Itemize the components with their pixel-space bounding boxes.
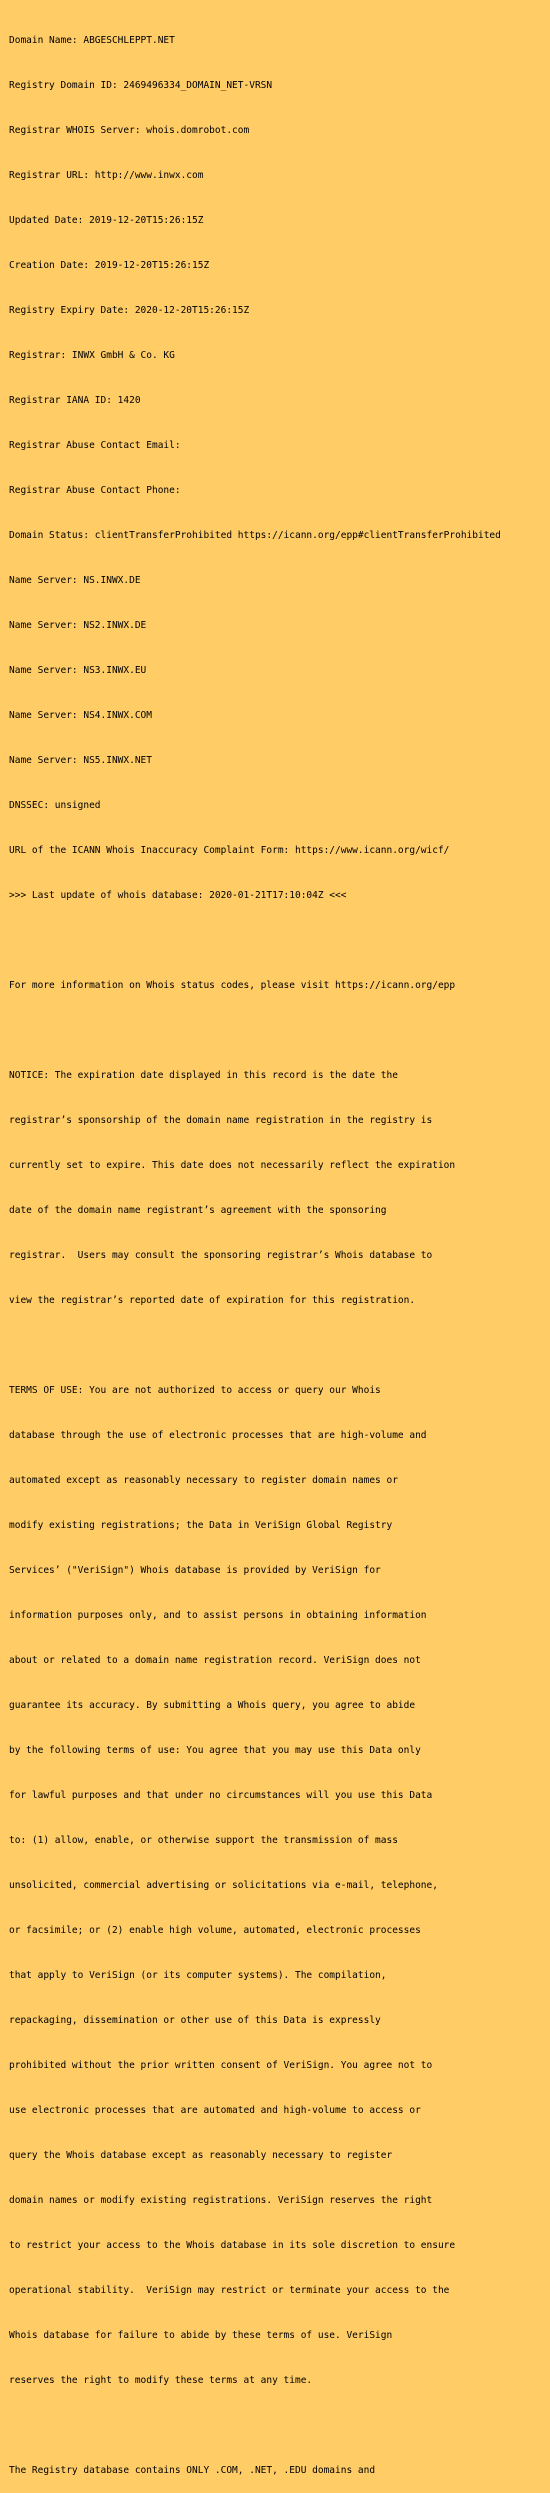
name-server-line: Name Server: NS.INWX.DE bbox=[9, 575, 141, 586]
registry-expiry-date-line: Registry Expiry Date: 2020-12-20T15:26:15Z bbox=[9, 305, 250, 316]
creation-date-line: Creation Date: 2019-12-20T15:26:15Z bbox=[9, 260, 210, 271]
status-codes-info-line: For more information on Whois status codes, please visit https://icann.org/epp bbox=[9, 980, 456, 991]
registrar-abuse-email-line: Registrar Abuse Contact Email: bbox=[9, 440, 181, 451]
updated-date-line: Updated Date: 2019-12-20T15:26:15Z bbox=[9, 215, 204, 226]
terms-of-use-line: Whois database for failure to abide by these terms of use. VeriSign bbox=[9, 2330, 393, 2341]
terms-of-use-line: use electronic processes that are automated and high-volume to access or bbox=[9, 2105, 421, 2116]
notice-paragraph-line: currently set to expire. This date does not necessarily reflect the expiration bbox=[9, 1160, 456, 1171]
terms-of-use-line: database through the use of electronic processes that are high-volume and bbox=[9, 1430, 427, 1441]
registrar-whois-server-line: Registrar WHOIS Server: whois.domrobot.com bbox=[9, 125, 250, 136]
terms-of-use-line: for lawful purposes and that under no circumstances will you use this Data bbox=[9, 1790, 433, 1801]
name-server-line: Name Server: NS4.INWX.COM bbox=[9, 710, 152, 721]
terms-of-use-line: or facsimile; or (2) enable high volume, automated, electronic processes bbox=[9, 1925, 421, 1936]
terms-of-use-line: that apply to VeriSign (or its computer systems). The compilation, bbox=[9, 1970, 387, 1981]
terms-of-use-line: repackaging, dissemination or other use of this Data is expressly bbox=[9, 2015, 381, 2026]
terms-of-use-line: reserves the right to modify these terms at any time. bbox=[9, 2375, 313, 2386]
notice-paragraph-line: view the registrar’s reported date of expiration for this registration. bbox=[9, 1295, 416, 1306]
terms-of-use-line: domain names or modify existing registrations. VeriSign reserves the right bbox=[9, 2195, 433, 2206]
icann-complaint-url-line: URL of the ICANN Whois Inaccuracy Complaint Form: https://www.icann.org/wicf/ bbox=[9, 845, 450, 856]
registry-database-line: The Registry database contains ONLY .COM, .NET, .EDU domains and bbox=[9, 2465, 376, 2476]
registrar-url-line: Registrar URL: http://www.inwx.com bbox=[9, 170, 204, 181]
notice-paragraph-line: registrar. Users may consult the sponsoring registrar’s Whois database to bbox=[9, 1250, 433, 1261]
terms-of-use-line: by the following terms of use: You agree that you may use this Data only bbox=[9, 1745, 421, 1756]
terms-of-use-line: automated except as reasonably necessary to register domain names or bbox=[9, 1475, 398, 1486]
terms-of-use-line: to: (1) allow, enable, or otherwise support the transmission of mass bbox=[9, 1835, 398, 1846]
terms-of-use-line: modify existing registrations; the Data in VeriSign Global Registry bbox=[9, 1520, 393, 1531]
terms-of-use-line: guarantee its accuracy. By submitting a Whois query, you agree to abide bbox=[9, 1700, 416, 1711]
domain-status-line: Domain Status: clientTransferProhibited https://icann.org/epp#clientTransferProhibited bbox=[9, 530, 501, 541]
terms-of-use-line: query the Whois database except as reasonably necessary to register bbox=[9, 2150, 393, 2161]
blank-line bbox=[9, 1023, 550, 1038]
name-server-line: Name Server: NS5.INWX.NET bbox=[9, 755, 152, 766]
terms-of-use-line: to restrict your access to the Whois database in its sole discretion to ensure bbox=[9, 2240, 456, 2251]
blank-line bbox=[9, 933, 550, 948]
notice-paragraph-line: NOTICE: The expiration date displayed in this record is the date the bbox=[9, 1070, 398, 1081]
registry-domain-id-line: Registry Domain ID: 2469496334_DOMAIN_NET-VRSN bbox=[9, 80, 273, 91]
notice-paragraph-line: date of the domain name registrant’s agreement with the sponsoring bbox=[9, 1205, 387, 1216]
name-server-line: Name Server: NS2.INWX.DE bbox=[9, 620, 147, 631]
notice-paragraph-line: registrar’s sponsorship of the domain name registration in the registry is bbox=[9, 1115, 433, 1126]
terms-of-use-line: operational stability. VeriSign may restrict or terminate your access to the bbox=[9, 2285, 450, 2296]
registrar-line: Registrar: INWX GmbH & Co. KG bbox=[9, 350, 175, 361]
terms-of-use-line: about or related to a domain name registration record. VeriSign does not bbox=[9, 1655, 421, 1666]
terms-of-use-line: information purposes only, and to assist persons in obtaining information bbox=[9, 1610, 427, 1621]
blank-line bbox=[9, 1338, 550, 1353]
terms-of-use-line: unsolicited, commercial advertising or solicitations via e-mail, telephone, bbox=[9, 1880, 438, 1891]
terms-of-use-line: Services’ ("VeriSign") Whois database is provided by VeriSign for bbox=[9, 1565, 381, 1576]
terms-of-use-line: TERMS OF USE: You are not authorized to access or query our Whois bbox=[9, 1385, 381, 1396]
blank-line bbox=[9, 2418, 550, 2433]
registrar-abuse-phone-line: Registrar Abuse Contact Phone: bbox=[9, 485, 181, 496]
last-update-line: >>> Last update of whois database: 2020-01-21T17:10:04Z <<< bbox=[9, 890, 347, 901]
terms-of-use-line: prohibited without the prior written consent of VeriSign. You agree not to bbox=[9, 2060, 433, 2071]
dnssec-line: DNSSEC: unsigned bbox=[9, 800, 101, 811]
name-server-line: Name Server: NS3.INWX.EU bbox=[9, 665, 147, 676]
registrar-iana-id-line: Registrar IANA ID: 1420 bbox=[9, 395, 141, 406]
domain-name-line: Domain Name: ABGESCHLEPPT.NET bbox=[9, 35, 175, 46]
